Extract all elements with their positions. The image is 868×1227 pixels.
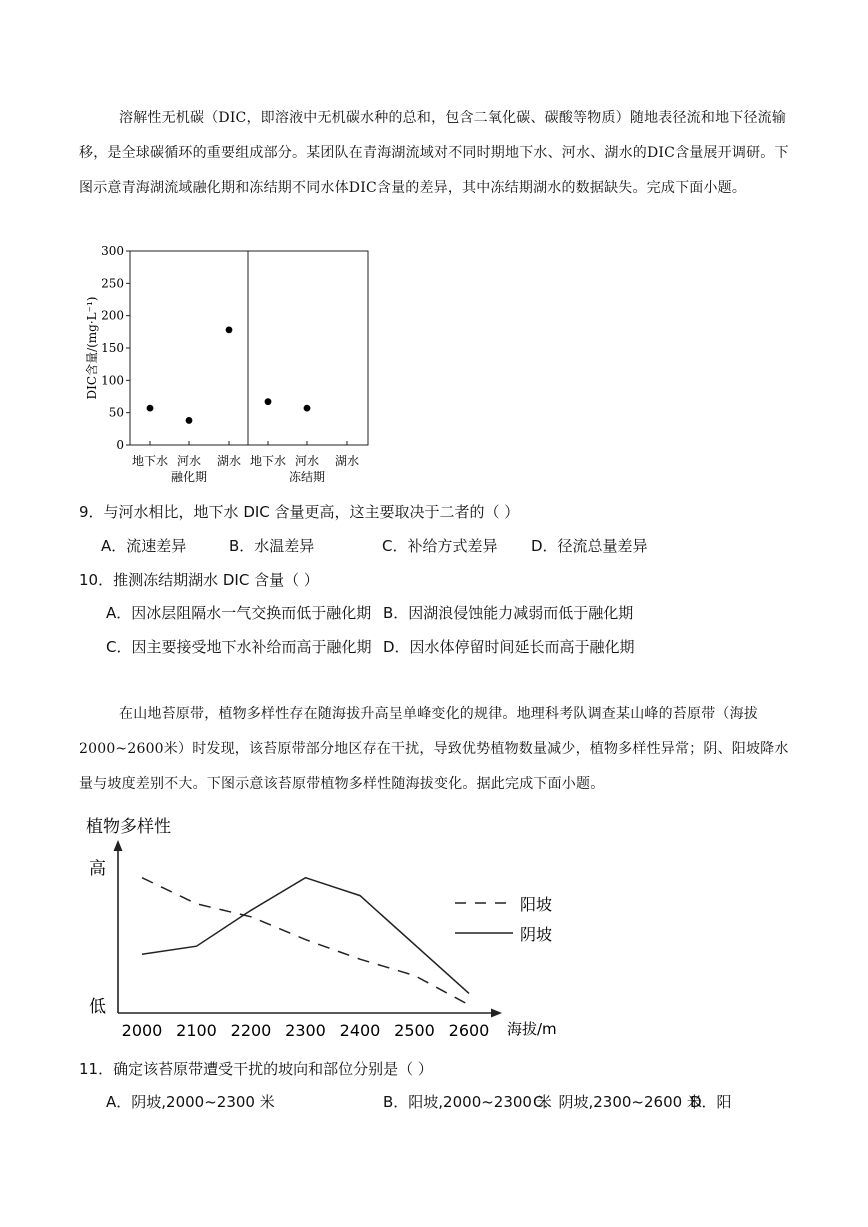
y-tick-label: 0 — [116, 438, 124, 452]
group-label-thaw: 融化期 — [170, 470, 208, 484]
y-tick-label: 250 — [101, 276, 124, 291]
x-tick-label: 湖水 — [334, 454, 360, 468]
shady-slope-line — [142, 878, 469, 994]
dic-point-2 — [186, 417, 193, 424]
y-tick-label: 50 — [108, 405, 124, 420]
q10-option-d[interactable]: D．因水体停留时间延长而高于融化期 — [383, 638, 635, 656]
passage-2: 在山地苔原带，植物多样性存在随海拔升高呈单峰变化的规律。地理科考队调查某山峰的苔原带（海拔2000~2600米）时发现，该苔原带部分地区存在干扰，导致优势植物数量减少，植物多样性异常；阴、阳坡降水量与坡度差别不大。下图示意该苔原带植物多样性随海拔变化。据此完成下面小题。 — [79, 706, 789, 792]
y-low-label: 低 — [89, 997, 106, 1017]
x-tick-label: 河水 — [294, 454, 320, 468]
q10-option-c[interactable]: C．因主要接受地下水补给而高于融化期 — [106, 638, 372, 656]
dic-point-4 — [265, 398, 272, 405]
question-10-stem: 10．推测冻结期湖水 DIC 含量（ ） — [79, 571, 319, 589]
question-11-stem: 11．确定该苔原带遭受干扰的坡向和部位分别是（ ） — [79, 1060, 433, 1078]
x-tick-label: 湖水 — [216, 454, 242, 468]
legend-shady-label: 阴坡 — [520, 925, 553, 944]
x-tick-label: 地下水 — [249, 454, 287, 468]
q11-option-d[interactable]: D．阳 — [690, 1093, 732, 1111]
x-tick-label: 2200 — [230, 1021, 272, 1040]
x-tick-label: 2300 — [285, 1021, 326, 1040]
q10-option-a[interactable]: A．因冰层阻隔水一气交换而低于融化期 — [106, 604, 372, 622]
dic-point-3 — [226, 326, 233, 333]
q9-option-c[interactable]: C．补给方式差异 — [382, 537, 498, 555]
x-tick-label: 2600 — [448, 1021, 490, 1040]
q11-option-a[interactable]: A．阴坡,2000~2300 米 — [106, 1093, 275, 1111]
q9-option-a[interactable]: A．流速差异 — [101, 537, 187, 555]
sunny-slope-line — [142, 878, 469, 1005]
q11-option-b[interactable]: B．阳坡,2000~2300 米 — [383, 1093, 552, 1111]
dic-point-5 — [304, 405, 311, 412]
question-9-stem: 9．与河水相比，地下水 DIC 含量更高，这主要取决于二者的（ ） — [79, 503, 520, 521]
plot-frame — [130, 251, 368, 445]
y-high-label: 高 — [89, 859, 106, 879]
legend-sunny-label: 阳坡 — [520, 895, 553, 914]
y-axis-label: DIC含量/(mg·L⁻¹) — [85, 296, 99, 400]
dic-point-1 — [147, 405, 154, 412]
x-tick-label: 2100 — [176, 1021, 217, 1040]
y-tick-label: 300 — [101, 244, 124, 258]
y-tick-label: 100 — [101, 373, 124, 388]
x-axis-title: 海拔/m — [507, 1020, 557, 1038]
passage-1: 溶解性无机碳（DIC，即溶液中无机碳水种的总和，包含二氧化碳、碳酸等物质）随地表径流和地下径流输移，是全球碳循环的重要组成部分。某团队在青海湖流域对不同时期地下水、河水、湖水的DIC含量展开调研。下图示意青海湖流域融化期和冻结期不同水体DIC含量的差异，其中冻结期湖水的数据缺失。完成下面小题。 — [79, 110, 789, 196]
y-tick-label: 150 — [101, 341, 124, 355]
group-label-freeze: 冻结期 — [288, 470, 326, 484]
x-tick-label: 2500 — [394, 1021, 435, 1040]
q10-option-b[interactable]: B．因湖浪侵蚀能力减弱而低于融化期 — [383, 604, 634, 622]
x-tick-label: 2400 — [339, 1021, 381, 1040]
diversity-chart — [80, 808, 580, 1048]
y-tick-label: 200 — [101, 308, 124, 323]
x-tick-label: 河水 — [176, 454, 202, 468]
q11-option-c[interactable]: C．阴坡,2300~2600 米 — [533, 1093, 702, 1111]
dic-chart — [80, 243, 380, 488]
q9-option-d[interactable]: D．径流总量差异 — [531, 537, 648, 555]
y-axis-title: 植物多样性 — [86, 817, 171, 837]
x-tick-label: 2000 — [121, 1021, 163, 1040]
x-tick-label: 地下水 — [131, 454, 169, 468]
q9-option-b[interactable]: B．水温差异 — [229, 537, 315, 555]
